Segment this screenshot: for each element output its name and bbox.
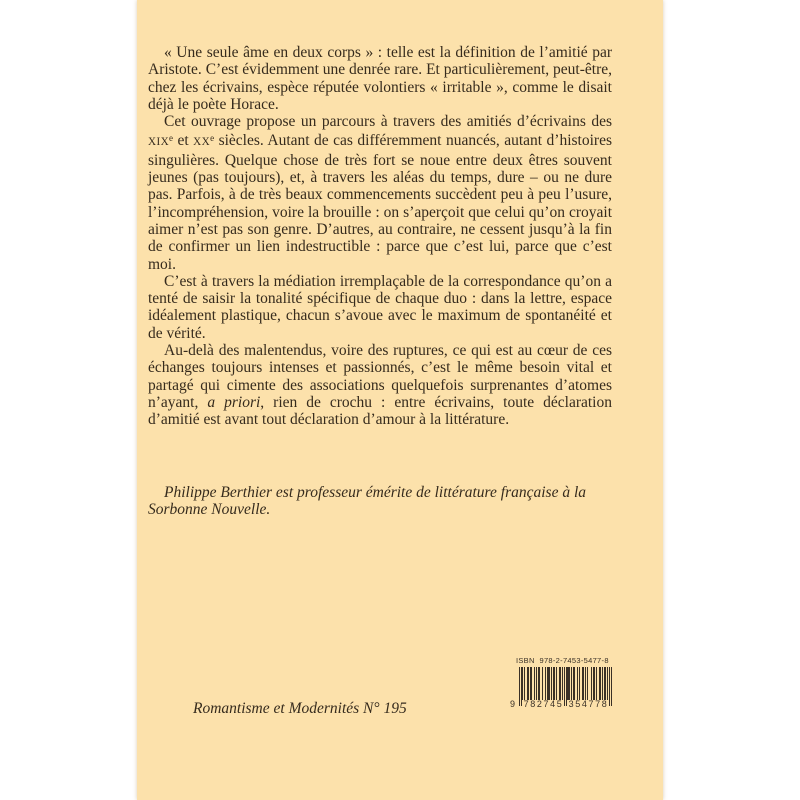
blurb-paragraph: « Une seule âme en deux corps » : telle est la définition de l’amitié par Aristote. C’est évidemment une denrée rare. Et particulièrement, peut-être, chez les écrivains, espèce réputée volontiers « irritable », comme le disait déjà le poète Horace. (148, 44, 612, 113)
barcode-left-half (522, 667, 564, 700)
blurb-text (148, 44, 612, 429)
isbn-number-label: ISBN 978-2-7453-5477-8 (516, 656, 609, 665)
author-note: Philippe Berthier est professeur émérite de littérature française à la Sorbonne Nouvelle. (148, 484, 587, 519)
ean-group-1: 782745 (523, 699, 564, 709)
ean-first-digit: 9 (510, 699, 516, 709)
series-title: Romantisme et Modernités N° 195 (193, 700, 407, 717)
barcode-bars (510, 667, 612, 709)
book-back-cover (137, 0, 663, 800)
blurb-paragraph: Au-delà des malentendus, voire des ruptures, ce qui est au cœur de ces échanges toujours intenses et passionnés, c’est le même besoin vital et partagé qui cimente des associations quelquefois surprenantes d’atomes n’ayant, a priori, rien de crochu : entre écrivains, toute déclaration d’amitié est avant tout déclaration d’amour à la littérature. (148, 342, 612, 429)
blurb-paragraph: C’est à travers la médiation irremplaçable de la correspondance qu’on a tenté de saisir la tonalité spécifique de chaque duo : dans la lettre, espace idéalement plastique, chacun s’avoue avec le maximum de spontanéité et de vérité. (148, 272, 612, 342)
barcode-right-half (567, 667, 609, 700)
blurb-paragraph: Cet ouvrage propose un parcours à travers des amitiés d’écrivains des XIXe et XXe siècles. Autant de cas différemment nuancés, autant d’histoires singulières. Quelque chose de très fort se noue entre deux êtres souvent jeunes (pas toujours), et, à travers les aléas du temps, dure – ou ne dure pas. Parfois, à de très beaux commencements succèdent peu à peu l’usure, l’incompréhension, voire la brouille : on s’aperçoit que celui qu’on croyait aimer n’est pas son genre. D’autres, au contraire, ne cessent jusqu’à la fin de confirmer un lien indestructible : parce que c’est lui, parce que c’est moi. (148, 113, 612, 273)
barcode-guard-right (609, 667, 612, 706)
ean-group-2: 354778 (568, 699, 609, 709)
